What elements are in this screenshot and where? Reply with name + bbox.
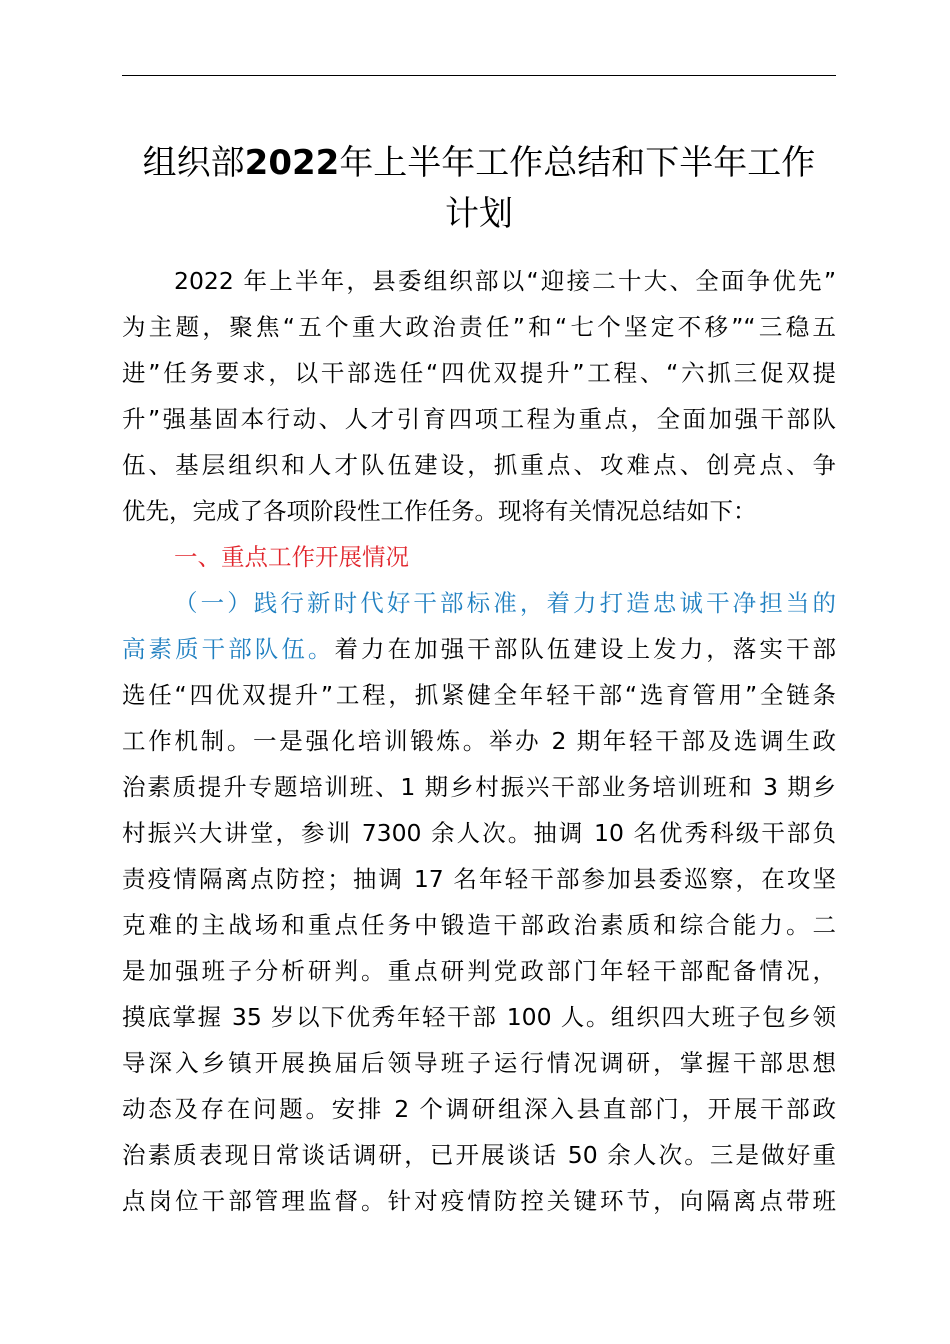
body-line-6: 责疫情隔离点防控；抽调 17 名年轻干部参加县委巡察，在攻坚 [122, 865, 836, 893]
subsection-heading-1-end: 高素质干部队伍。 [122, 635, 335, 663]
body-line-2: 选任“四优双提升”工程，抓紧健全年轻干部“选育管用”全链条 [122, 681, 836, 709]
body-line-12: 治素质表现日常谈话调研，已开展谈话 50 余人次。三是做好重 [122, 1141, 836, 1169]
body-line-3: 工作机制。一是强化培训锻炼。举办 2 期年轻干部及选调生政 [122, 727, 836, 755]
body-line-1 [122, 633, 836, 665]
body-line-5: 村振兴大讲堂，参训 7300 余人次。抽调 10 名优秀科级干部负 [122, 819, 836, 847]
body-line-1-text: 着力在加强干部队伍建设上发力，落实干部 [334, 635, 837, 663]
intro-line-2: 为主题，聚焦“五个重大政治责任”和“七个坚定不移”“三稳五 [122, 313, 836, 341]
intro-line-4: 升”强基固本行动、人才引育四项工程为重点，全面加强干部队 [122, 405, 836, 433]
title-prefix: 组织部 [142, 143, 245, 183]
body-line-9: 摸底掌握 35 岁以下优秀年轻干部 100 人。组织四大班子包乡领 [122, 1003, 836, 1031]
intro-line-6: 优先，完成了各项阶段性工作任务。现将有关情况总结如下： [122, 497, 757, 525]
document-title-line-2: 计划 [445, 194, 513, 234]
body-line-11: 动态及存在问题。安排 2 个调研组深入县直部门，开展干部政 [122, 1095, 836, 1123]
body-line-10: 导深入乡镇开展换届后领导班子运行情况调研，掌握干部思想 [122, 1049, 836, 1077]
title-year: 2022 [244, 143, 340, 183]
document-title-line-1 [122, 140, 836, 186]
title-suffix: 年上半年工作总结和下半年工作 [339, 143, 816, 183]
body-line-4: 治素质提升专题培训班、1 期乡村振兴干部业务培训班和 3 期乡 [122, 773, 836, 801]
intro-line-1: 2022 年上半年，县委组织部以“迎接二十大、全面争优先” [174, 267, 836, 295]
section-heading-1: 一、重点工作开展情况 [174, 543, 409, 571]
intro-line-5: 伍、基层组织和人才队伍建设，抓重点、攻难点、创亮点、争 [122, 451, 836, 479]
body-line-13: 点岗位干部管理监督。针对疫情防控关键环节，向隔离点带班 [122, 1187, 836, 1215]
subsection-heading-1: （一）践行新时代好干部标准，着力打造忠诚干净担当的 [174, 589, 836, 617]
intro-line-3: 进”任务要求，以干部选任“四优双提升”工程、“六抓三促双提 [122, 359, 836, 387]
body-line-7: 克难的主战场和重点任务中锻造干部政治素质和综合能力。二 [122, 911, 836, 939]
header-rule [122, 75, 836, 76]
body-line-8: 是加强班子分析研判。重点研判党政部门年轻干部配备情况， [122, 957, 836, 985]
